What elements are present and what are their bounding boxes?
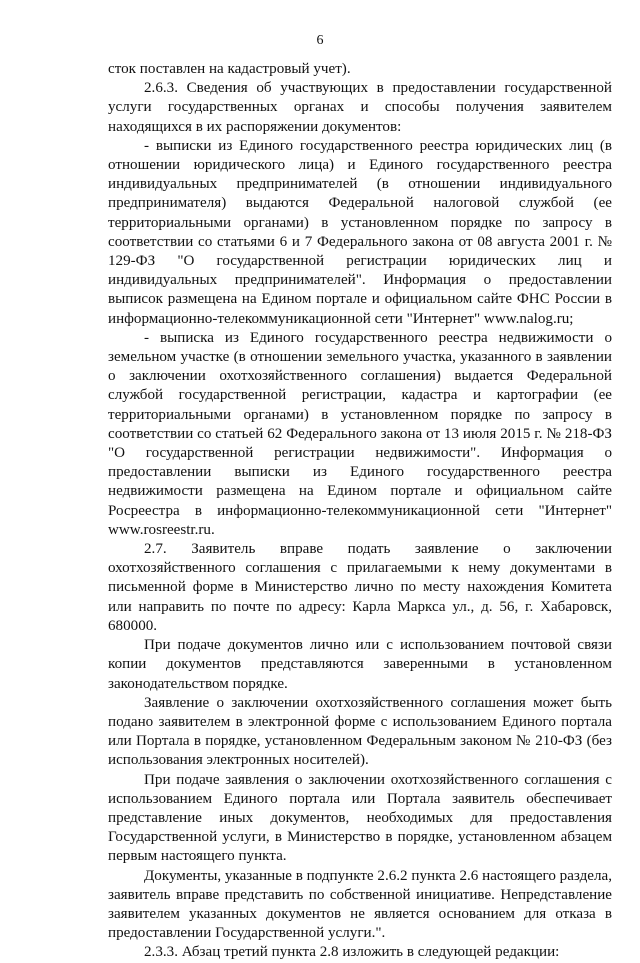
paragraph-portal-submission: При подаче заявления о заключении охотхозяйственного соглашения с использованием Единого портала или Портала заявитель обеспечивает представление иных документов, необходимых для предоставления Государственной услуги, в Министерство в порядке, установленном абзацем первым настоящего пункта. — [108, 771, 612, 865]
paragraph-copies: При подаче документов лично или с использованием почтовой связи копии документов представляются заверенными в установленном законодательством порядке. — [108, 637, 612, 692]
paragraph-2-3-3: 2.3.3. Абзац третий пункта 2.8 изложить в следующей редакции: — [144, 944, 560, 961]
paragraph-bullet-egrn: - выписка из Единого государственного реестра недвижимости о земельном участке (в отношении земельного участка, указанного в заявлении о заключении охотхозяйственного соглашения) выдается Федеральной службой государственной регистрации, кадастра и картографии (ее территориальными органами) в установленном порядке по запросу в соответствии со статьей 62 Федерального закона от 13 июля 2015 г. № 218-ФЗ "О государственной регистрации недвижимости". Информация о предоставлении выписки из Единого государственного реестра недвижимости размещена на Едином портале и официальном сайте Росреестра в информационно-телекоммуникационной сети "Интернет" www.rosreestr.ru. — [108, 329, 612, 538]
paragraph-continuation: сток поставлен на кадастровый учет). — [108, 61, 351, 77]
paragraph-2-7: 2.7. Заявитель вправе подать заявление о заключении охотхозяйственного соглашения с прилагаемыми к нему документами в письменной форме в Министерство лично по месту нахождения Комитета или направить по почте по адресу: Карла Маркса ул., д. 56, г. Хабаровск, 680000. — [108, 541, 612, 634]
paragraph-2-6-3: 2.6.3. Сведения об участвующих в предоставлении государственной услуги государственных органах и способы получения заявителем находящихся в их распоряжении документов: — [108, 80, 612, 135]
paragraph-bullet-egrul: - выписки из Единого государственного реестра юридических лиц (в отношении юридического лица) и Единого государственного реестра индивидуальных предпринимателей (в отношении индивидуального предпринимателя) выдаются Федеральной налоговой службой (ее территориальными органами) в установленном порядке по запросу в соответствии со статьями 6 и 7 Федерального закона от 08 августа 2001 г. № 129-ФЗ "О государственной регистрации юридических лиц и индивидуальных предпринимателей". Информация о предоставлении выписок размещена на Едином портале и официальном сайте ФНС России в информационно-телекоммуникационной сети "Интернет" www.nalog.ru; — [108, 137, 612, 327]
paragraph-electronic-form: Заявление о заключении охотхозяйственного соглашения может быть подано заявителем в электронной форме с использованием Единого портала или Портала в порядке, установленном Федеральным законом № 210-ФЗ (без использования электронных носителей). — [108, 694, 612, 769]
paragraph-own-initiative: Документы, указанные в подпункте 2.6.2 пункта 2.6 настоящего раздела, заявитель вправе представить по собственной инициативе. Непредставление заявителем указанных документов не является основанием для отказа в предоставлении Государственной услуги.". — [108, 867, 612, 942]
page-number: 6 — [316, 33, 324, 48]
document-body — [108, 60, 612, 963]
